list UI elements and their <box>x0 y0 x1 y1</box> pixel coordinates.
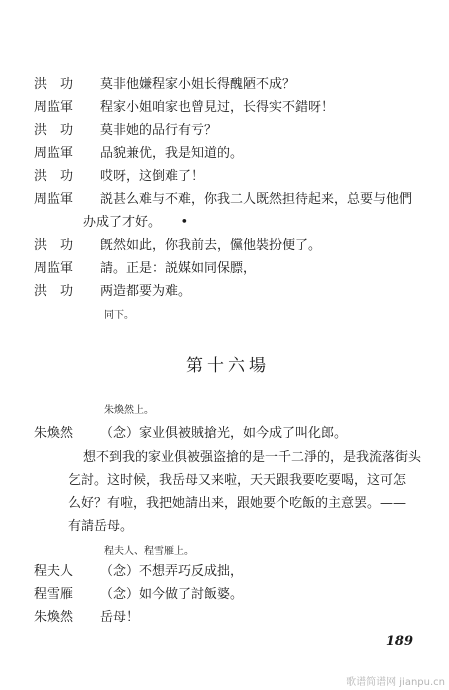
page-number: 189 <box>385 634 413 649</box>
dialogue-line: 莫非她的品行有亏？ <box>100 123 218 138</box>
speaker-name: 洪 功 <box>34 238 74 253</box>
dialogue-line: （念）不想弄巧反成拙， <box>100 564 244 579</box>
dialogue-line: （念）如今做了討飯婆。 <box>100 587 244 602</box>
dialogue-line: 想不到我的家业俱被强盗搶的是一千二淨的，是我流落街头 <box>83 450 422 465</box>
speaker-name: 周监軍 <box>34 261 74 276</box>
dialogue-line: 乞討。这时候，我岳母又来啦，天天跟我要吃要喝，这可怎 <box>68 473 407 488</box>
stage-direction: 程夫人、程雪雁上。 <box>104 546 194 557</box>
speaker-name: 洪 功 <box>34 123 74 138</box>
speaker-name: 朱煥然 <box>34 426 74 441</box>
dialogue-line: 旣然如此，你我前去，儻他裝扮便了。 <box>100 238 322 253</box>
stage-direction: 同下。 <box>104 310 134 321</box>
dialogue-line: 程家小姐咱家也曾見过，长得实不錯呀！ <box>100 100 335 115</box>
dialogue-line: 説甚么难与不难，你我二人既然担待起来，总要与他們 <box>100 192 413 207</box>
dialogue-line: 岳母！ <box>100 610 140 625</box>
speaker-name: 程雪雁 <box>34 587 74 602</box>
speaker-name: 洪 功 <box>34 284 74 299</box>
speaker-name: 洪 功 <box>34 169 74 184</box>
dialogue-line: 品貌兼优，我是知道的。 <box>100 146 244 161</box>
speaker-name: 周监軍 <box>34 146 74 161</box>
speaker-name: 朱煥然 <box>34 610 74 625</box>
dialogue-line: 两造都要为难。 <box>100 284 192 299</box>
dialogue-continuation: 办成了才好。 • <box>83 215 189 230</box>
dialogue-line: 么好？有啦，我把她請出来，跟她要个吃飯的主意罢。—— <box>68 496 407 511</box>
speaker-name: 程夫人 <box>34 564 74 579</box>
speaker-name: 周监軍 <box>34 100 74 115</box>
scene-title: 第十六場 <box>186 356 270 376</box>
speaker-name: 洪 功 <box>34 77 74 92</box>
dialogue-line: （念）家业俱被賊搶光，如今成了叫化郎。 <box>100 426 348 441</box>
dialogue-line: 請。正是：説媒如同保膘， <box>100 261 257 276</box>
dialogue-line: 莫非他嫌程家小姐长得醜陋不成？ <box>100 77 296 92</box>
dialogue-line: 哎呀，这倒难了！ <box>100 169 205 184</box>
stage-direction: 朱煥然上。 <box>104 405 154 416</box>
watermark: 歌谱简谱网 jianpu.cn <box>346 677 445 688</box>
dialogue-line: 有請岳母。 <box>68 519 134 534</box>
speaker-name: 周监軍 <box>34 192 74 207</box>
